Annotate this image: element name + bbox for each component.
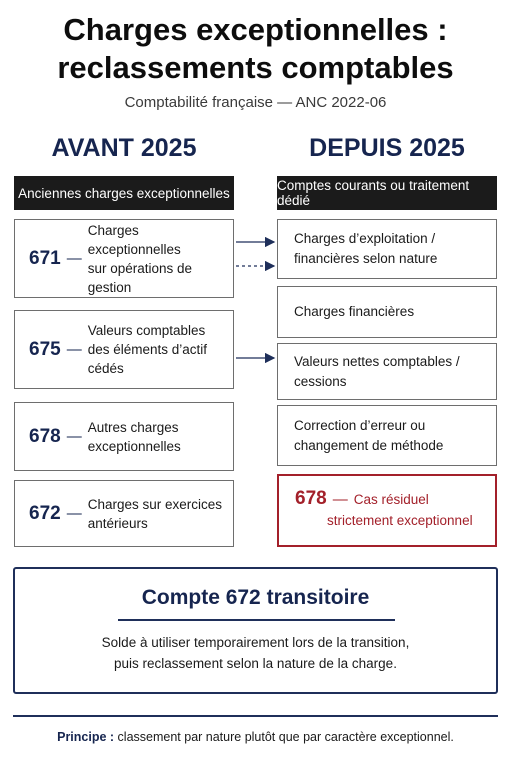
transitional-line1: Solde à utiliser temporairement lors de la transition, [101,635,410,650]
old-account-671 [14,219,234,298]
left-column-heading: AVANT 2025 [51,134,197,162]
residual-line2: strictement exceptionnel [327,513,473,528]
footer-label: Principe : [57,730,115,744]
new-treatment-net-book-values [277,343,497,400]
account-number: 672 [29,502,61,524]
transitional-description [15,632,496,674]
dash-separator: — [66,341,82,358]
account-description [88,495,222,533]
treatment-text [278,416,443,456]
description-line1: Autres charges [87,419,179,435]
right-column-bar-label: Comptes courants ou traitement dédié [277,178,470,208]
treatment-line1: Charges financières [294,304,415,319]
dash-separator: — [66,505,82,522]
treatment-text [278,302,414,322]
mapping-arrows [234,230,278,370]
page-title-line1: Charges exceptionnelles : [63,12,448,47]
residual-number: 678 [295,488,327,509]
treatment-line2: changement de méthode [294,437,444,453]
account-description [88,221,233,297]
treatment-text [278,352,460,392]
account-number: 678 [29,425,61,447]
footer-text: classement par nature plutôt que par caractère exceptionnel. [114,730,454,744]
footer-divider [13,715,498,717]
old-account-675 [14,310,234,389]
description-line2: des éléments d’actif cédés [87,342,208,376]
description-line1: Valeurs comptables [87,323,206,338]
page-subtitle: Comptabilité française — ANC 2022-06 [124,94,387,111]
account-description [88,418,181,456]
treatment-line1: Correction d’erreur ou [294,417,426,433]
footer-principle [0,730,511,744]
dash-separator: — [332,491,348,508]
residual-line1: Cas résiduel [353,492,429,507]
description-line2: sur opérations de gestion [87,260,193,295]
dash-separator: — [66,250,82,267]
new-treatment-error-correction [277,405,497,466]
left-column-bar-label: Anciennes charges exceptionnelles [18,185,230,201]
new-treatment-financial-charges [277,286,497,338]
treatment-line1: Valeurs nettes comptables / [294,353,460,369]
account-description [88,321,233,378]
treatment-line2: financières selon nature [294,251,438,266]
old-account-678 [14,402,234,471]
page-title-line2: reclassements comptables [57,50,454,85]
residual-heading [295,488,429,510]
right-column-bar [277,176,497,210]
transitional-line2: puis reclassement selon la nature de la charge. [114,656,397,671]
description-line1: Charges exceptionnelles [87,222,181,257]
right-column-heading: DEPUIS 2025 [309,134,465,162]
transitional-account-box [13,567,498,694]
left-column-bar [14,176,234,210]
treatment-text [278,229,437,269]
treatment-line1: Charges d’exploitation / [294,231,436,246]
dash-separator: — [66,428,82,445]
transitional-title: Compte 672 transitoire [141,586,370,609]
description-line2: exceptionnelles [87,438,181,454]
new-treatment-operating-financial [277,219,497,279]
old-account-672 [14,480,234,547]
description-line2: antérieurs [87,515,148,531]
title-underline [118,619,395,621]
account-number: 675 [29,338,61,360]
account-number: 671 [29,247,61,269]
treatment-line2: cessions [294,373,347,389]
residual-account-678 [277,474,497,547]
description-line1: Charges sur exercices [87,496,223,512]
